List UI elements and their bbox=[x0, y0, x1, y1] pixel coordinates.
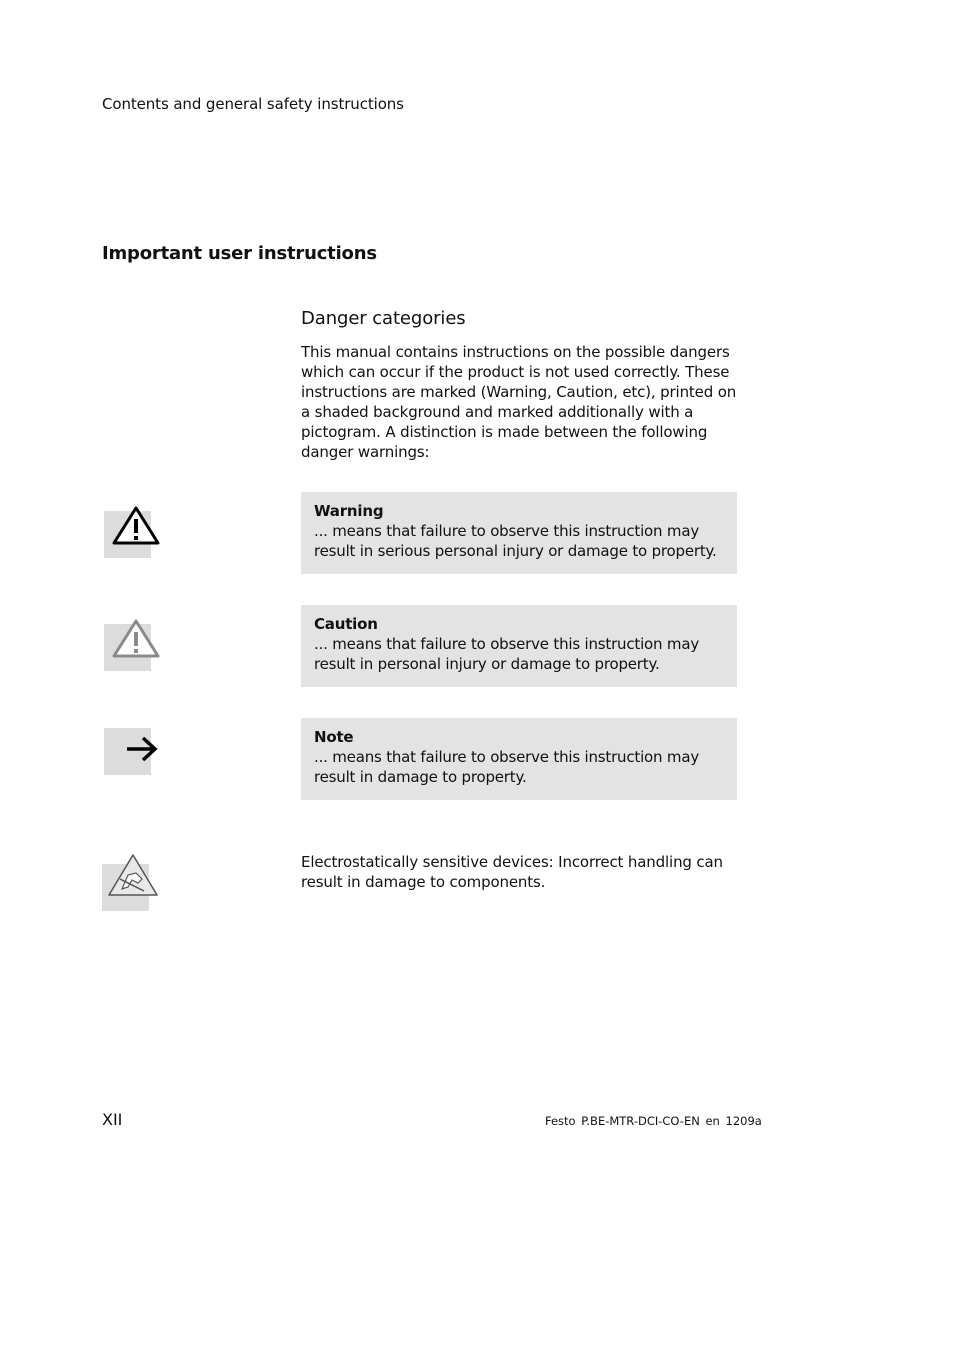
caution-label: Caution bbox=[314, 615, 378, 633]
esd-description: Electrostatically sensitive devices: Incorrect handling can result in damage to components. bbox=[301, 853, 723, 891]
intro-paragraph: This manual contains instructions on the possible dangers which can occur if the product is not used correctly. These instructions are marked (Warning, Caution, etc), printed on a shaded background and marked additionally with a pictogram. A distinction is made between the following danger warnings: bbox=[301, 343, 737, 461]
note-text: ... means that failure to observe this instruction may result in damage to property. bbox=[314, 748, 699, 786]
caution-text: ... means that failure to observe this instruction may result in personal injury or damage to property. bbox=[314, 635, 699, 673]
warning-text: ... means that failure to observe this instruction may result in serious personal injury or damage to property. bbox=[314, 522, 717, 560]
warning-triangle-icon bbox=[112, 505, 162, 547]
section-title: Important user instructions bbox=[102, 243, 377, 264]
note-pictogram bbox=[104, 728, 162, 778]
warning-label: Warning bbox=[314, 502, 384, 520]
caution-triangle-icon bbox=[112, 618, 162, 660]
document-reference: Festo P.BE-MTR-DCI-CO-EN en 1209a bbox=[545, 1114, 762, 1128]
esd-warning-icon bbox=[108, 853, 160, 899]
arrow-right-icon bbox=[124, 734, 160, 764]
page-number: XII bbox=[102, 1110, 123, 1129]
caution-box bbox=[301, 605, 737, 687]
esd-pictogram bbox=[102, 853, 162, 913]
caution-pictogram bbox=[104, 618, 162, 672]
warning-pictogram bbox=[104, 505, 162, 559]
warning-box bbox=[301, 492, 737, 574]
running-head: Contents and general safety instructions bbox=[102, 95, 404, 113]
note-box bbox=[301, 718, 737, 800]
subsection-title: Danger categories bbox=[301, 308, 466, 329]
note-label: Note bbox=[314, 728, 354, 746]
